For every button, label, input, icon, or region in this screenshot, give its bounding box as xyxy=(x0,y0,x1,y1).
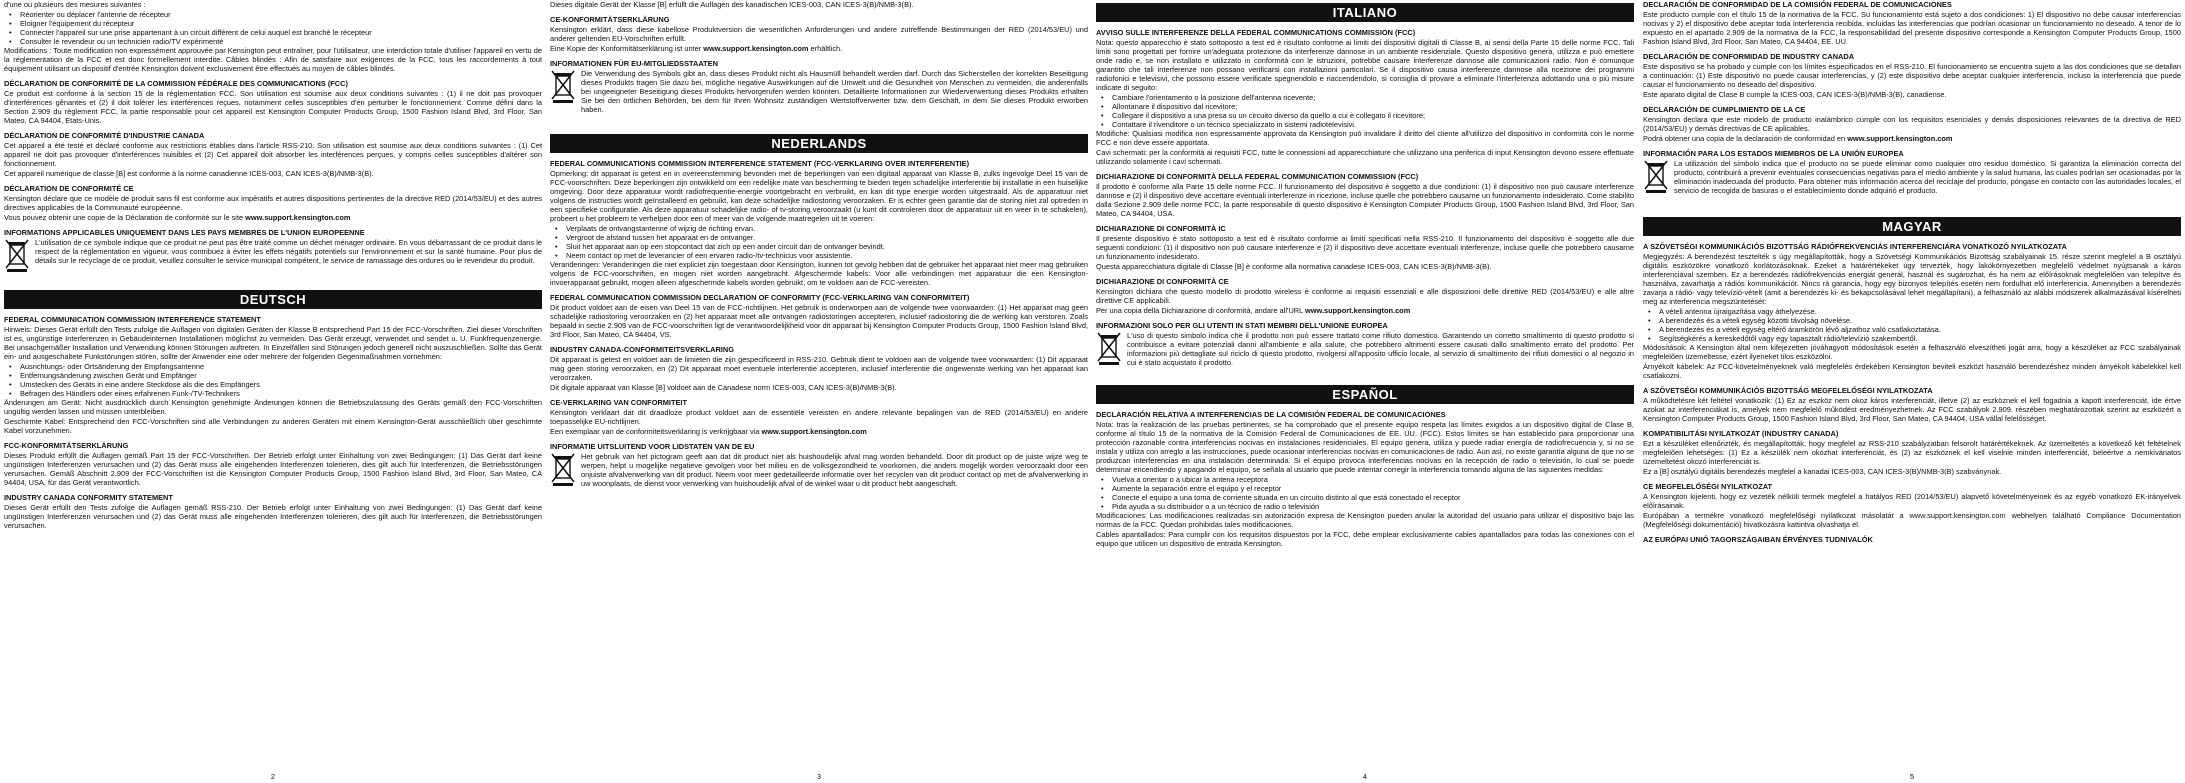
hu-ic-text: Ezt a készüléket ellenőrizték, és megállapították, hogy megfelel az RSS-210 szabályzatban felsorolt határértékeknek. Az üzemeltetés a következő két feltételnek megfelelően lehetséges: (1) Ez a készülék nem okozhat interferenciát, és (2) az eszköznek el kell viselnie minden interferenciát, beleértve a nemkívánatos üzemeltetést okozó interferenciát is. xyxy=(1643,439,2181,466)
de-cables: Geschirmte Kabel: Entsprechend den FCC-Vorschriften sind alle Verbindungen zu anderen Geräten mit einem Kensington-Gerät ausschließlich über geschirmte Kabel vorzunehmen. xyxy=(4,417,542,435)
list-item: • A berendezés és a vételi egység eltérő áramkörön lévő aljzathoz való csatlakoztatása. xyxy=(1659,325,2181,334)
es-ic-text: Este dispositivo se ha probado y cumple con los límites especificados en el RSS-210. El funcionamiento se encuentra sujeto a las dos condiciones que se detallan a continuación: (1) Este dispositivo no puede causar interferencias, y (2) este dispositivo debe aceptar cualquier interferencia, incluso la interferencia que puede causar el funcionamiento no deseado del dispositivo. xyxy=(1643,62,2181,89)
es-ic-heading: DECLARACIÓN DE CONFORMIDAD DE INDUSTRY CANADA xyxy=(1643,52,1855,61)
fr-ic-text-2: Cet appareil numérique de classe [B] est conforme à la norme canadienne ICES-003, CAN ICES-3(B)/NMB-3(B). xyxy=(4,169,374,178)
list-item: • Entfernungsänderung zwischen Gerät und Empfänger xyxy=(20,371,542,380)
de-fcc-heading: FEDERAL COMMUNICATION COMMISSION INTERFERENCE STATEMENT xyxy=(4,315,261,324)
es-modifications: Modificaciones: Las modificaciones realizadas sin autorización expresa de Kensington pueden anular la autoridad del usuario para utilizar el dispositivo bajo las normas de la FCC. Quedan prohibidas tales modificaciones. xyxy=(1096,511,1634,529)
de-fcc-text: Hinweis: Dieses Gerät erfüllt den Tests zufolge die Auflagen von digitalen Geräten der Klasse B entsprechend Part 15 der FCC-Vorschriften. Ziel dieser Vorschriften ist es, ungünstige Interferenzen in Gebäudeinternen Installationen möglichst zu vermeiden. Das Gerät erzeugt, verwendet und sendet u. U. Funkfrequenzenergie. Bei unsachgemäßer Installation und Verwendung können Störungen auftreten. In Einzelfällen sind Störungen jedoch generell nicht auszuschließen. Sollte das Gerät ein- und ausgeschaltete Funkstörungen stören, sollte der Anwender eine oder mehrere der folgenden Gegenmaßnahmen vornehmen: xyxy=(4,325,542,361)
de-ce-heading: CE-KONFORMITÄTSERKLÄRUNG xyxy=(550,15,670,24)
list-item: • Vergroot de afstand tussen het apparaat en de ontvanger. xyxy=(566,233,1088,242)
es-ce-text-2 xyxy=(1643,134,2181,143)
nl-conformity-heading: FEDERAL COMMUNICATION COMMISSION DECLARATION OF CONFORMITY (FCC-VERKLARING VAN CONFORMITEIT) xyxy=(550,293,970,302)
de-eu-text: Die Verwendung des Symbols gibt an, dass dieses Produkt nicht als Hausmüll behandelt werden darf. Durch das Sicherstellen der korrekten Beseitigung dieses Produkts tragen Sie dazu bei, mögliche negative Auswirkungen auf die Umwelt und die Gesundheit von Menschen zu vermeiden, die anderenfalls bei ungeeigneter Beseitigung dieses Produkts hervorgerufen werden könnten. Detaillierte Informationen zur Wiederverwertung dieses Produkts erhalten Sie bei den örtlichen Behörden, bei dem für Ihren Wohnsitz zuständigen Wertstoffverwerter bzw. dem Geschäft, in dem Sie dieses Produkt erworben haben. xyxy=(581,69,1088,114)
hu-conformity-text: A működtetésre két feltétel vonatkozik: (1) Ez az eszköz nem okoz káros interferenciát, illetve (2) az eszköznek el kell fogadnia a kapott interferenciát, ide értve azokat az interferenciákat is, amelyek nem megfelelő működést eredményezhetnek. Az FCC szabályok 2.909. részében meghatározottak szerint az eszközért a Kensington Computer Products Group, 1500 Fashion Island Blvd, 3rd Floor, San Mateo, CA 94404, USA vállal felelősséget. xyxy=(1643,396,2181,423)
list-item: • Befragen des Händlers oder eines erfahrenen Funk-/TV-Technikers xyxy=(20,389,542,398)
fr-bullets-intro: d'une ou plusieurs des mesures suivantes : xyxy=(4,0,146,9)
nl-ic-text-2: Dit digitale apparaat van Klasse [B] voldoet aan de Canadese norm ICES-003, CAN ICES-3(B)/NMB-3(B). xyxy=(550,383,897,392)
list-item: • Ausrichtungs- oder Ortsänderung der Empfangsantenne xyxy=(20,362,542,371)
list-item: • Vuelva a orientar o a ubicar la antena receptora xyxy=(1112,475,1634,484)
it-ce-text-2 xyxy=(1096,306,1634,315)
fr-fcc-heading: DÉCLARATION DE CONFORMITÉ DE LA COMMISSION FÉDÉRALE DES COMMUNICATIONS (FCC) xyxy=(4,79,348,88)
es-conformity-text: Este producto cumple con el título 15 de la normativa de la FCC. Su funcionamiento está sujeto a dos condiciones: 1) El dispositivo no debe causar interferencias nocivas y 2) el dispositivo debe aceptar toda interferencia recibida, incluidas las interferencias que podrían ocasionar un funcionamiento no deseado. A tenor de lo expuesto en el apartado 2.909 de la normativa de la FCC, la responsabilidad del presente dispositivo corresponde a Kensington Computer Products Group, 1500 Fashion Island Blvd, 3rd Floor, San Mateo, CA 94404, EE. UU. xyxy=(1643,10,2181,46)
list-item: • Verplaats de ontvangstantenne of wijzig de richting ervan. xyxy=(566,224,1088,233)
weee-notice xyxy=(1096,331,1634,367)
fr-ce-text-2-lead: Vous pouvez obtenir une copie de la Déclaration de conformité sur le site xyxy=(4,213,246,222)
support-link[interactable]: www.support.kensington.com xyxy=(1847,134,1953,143)
it-modifications: Modifiche: Qualsiasi modifica non espressamente approvata da Kensington può invalidare il diritto del cliente all'utilizzo del dispositivo in conformità con le norme FCC e non deve essere apportata. xyxy=(1096,129,1634,147)
list-item: • Umstecken des Geräts in eine andere Steckdose als die des Empfängers xyxy=(20,380,542,389)
es-ce-text-2-lead: Podrá obtener una copia de la declaración de conformidad en xyxy=(1643,134,1848,143)
de-conformity-heading: FCC-KONFORMITÄTSERKLÄRUNG xyxy=(4,441,129,450)
page-number: 4 xyxy=(1362,772,1368,781)
section-title-deutsch: DEUTSCH xyxy=(4,290,542,309)
list-item: • Cambiare l'orientamento o la posizione dell'antenna ricevente; xyxy=(1112,93,1634,102)
nl-conformity-text: Dit product voldoet aan de eisen van Deel 15 van de FCC-richtlijnen. Het gebruik is onderworpen aan de volgende twee voorwaarden: (1) Het apparaat mag geen schadelijke radiostoring veroorzaken en (2) het apparaat moet alle ontvangen radiostoringen accepteren, inclusief radiostoring die de werking kan verstoren. Zoals bepaald in sectie 2.909 van de FCC-voorschriften ligt de verantwoordelijkheid voor dit apparaat bij Kensington Computer Products Group, 1500 Fashion Island Blvd, 3rd Floor, San Mateo, CA 94404, VS. xyxy=(550,303,1088,339)
it-eu-text: L'uso di questo simbolo indica che il prodotto non può essere trattato come rifiuto domestico. Garantendo un corretto smaltimento di questo prodotto si contribuisce a evitare potenziali danni all'ambiente e alla salute, che potrebbero altrimenti essere causati dallo smaltimento errato del prodotto. Per informazioni più dettagliate sul riciclo di questo prodotto, rivolgersi all'apposito ufficio locale, al servizio di smaltimento dei rifiuti domestici o al negozio in cui è stato acquistato il prodotto. xyxy=(1127,331,1634,367)
hu-ce-heading: CE MEGFELELŐSÉGI NYILATKOZAT xyxy=(1643,482,1773,491)
list-item: • Neem contact op met de leverancier of een ervaren radio-/tv-technicus voor assistentie. xyxy=(566,251,1088,260)
de-eu-heading: INFORMATIONEN FÜR EU-MITGLIEDSSTAATEN xyxy=(550,59,718,68)
es-ce-text: Kensington declara que este modelo de producto inalámbrico cumple con los requisitos esenciales y demás disposiciones relevantes de la directiva de RED (2014/53/EU) y demás directivas de CE aplicables. xyxy=(1643,115,2181,133)
de-ce-text-2 xyxy=(550,44,1088,53)
de-ic-text-2: Dieses digitale Gerät der Klasse [B] erfüllt die Auflagen des kanadischen ICES-003, CAN ICES-3(B)/NMB-3(B). xyxy=(550,0,914,9)
page-number: 5 xyxy=(1909,772,1915,781)
weee-notice xyxy=(1643,159,2181,195)
it-conformity-text: Il prodotto è conforme alla Parte 15 delle norme FCC. Il funzionamento del dispositivo è soggetto a due condizioni: (1) il dispositivo non può causare interferenze dannose e (2) il dispositivo deve accettare eventuali interferenze in ricezione, incluse quelle che potrebbero causarne un funzionamento indesiderato. Come stabilito dalla Sezione 2.909 delle norme FCC, la parte responsabile di questo dispositivo è Kensington Computer Products Group, 1500 Fashion Island Blvd, 3rd Floor, San Mateo, CA 94404, USA. xyxy=(1096,182,1634,218)
crossed-bin-icon xyxy=(550,69,576,103)
hu-fcc-text: Megjegyzés: A berendezést tesztelték s úgy megállapították, hogy a Szövetségi Kommunikációs Bizottság szabályainak 15. része szerint megfelel a B osztályú digitális eszközökre vonatkozó korlátozásoknak. Ezeket a határértékeket úgy tervezték, hogy lakókörnyezetben megfelelő védelmet nyújtsanak a káros interferenciával szemben. Ez a berendezés rádiófrekvenciás energiát generál, használ és sugározhat, és ha nem az előírásoknak megfelelően van telepítve és használva, zavarhatja a rádiós kommunikációt. Nincs rá garancia, hogy egy bizonyos telepítés esetén nem fordulhat elő interferencia. Amennyiben a berendezés zavarja a rádió- vagy televízió-vételt (amit a berendezés ki- és bekapcsolásával lehet megállapítani), a felhasználó az alábbi módszerek alkalmazásával kísérelheti meg az interferencia megszüntetését: xyxy=(1643,252,2181,306)
it-ic-heading: DICHIARAZIONE DI CONFORMITÀ IC xyxy=(1096,224,1226,233)
es-ic-text-2: Este aparato digital de Clase B cumple la ICES-003, CAN ICES-3(B)/NMB-3(B), canadiense. xyxy=(1643,90,1947,99)
es-fcc-heading: DECLARACIÓN RELATIVA A INTERFERENCIAS DE LA COMISIÓN FEDERAL DE COMUNICACIONES xyxy=(1096,410,1446,419)
de-conformity-text: Dieses Produkt erfüllt die Auflagen gemäß Part 15 der FCC-Vorschriften. Der Betrieb erfolgt unter Einhaltung von zwei Bedingungen: (1) Das Gerät darf keine ungünstigen Interferenzen verursachen und (2) das Gerät muss alle eingehenden Interferenzen tolerieren, dies gilt auch für Interferenzen, die Betriebsstörungen verursachen. Gemäß Abschnitt 2.909 der FCC-Vorschriften ist die Kensington Computer Products Group, 1500 Fashion Island Blvd, 3rd Floor, San Mateo, CA 94404, USA, für das Gerät verantwortlich. xyxy=(4,451,542,487)
it-ce-text: Kensington dichiara che questo modello di prodotto wireless è conforme ai requisiti essenziali e alle disposizioni delle direttive RED (2014/53/EU) e alle altre direttive CE applicabili. xyxy=(1096,287,1634,305)
manual-page-4 xyxy=(1092,0,1638,783)
page-number: 2 xyxy=(270,772,276,781)
hu-modifications: Módosítások: A Kensington által nem kifejezetten jóváhagyott módosítások esetén a felhasználó elveszítheti jogát arra, hogy a készüléket az FCC szabályainak megfelelően üzemeltesse, ezért ilyeneket tilos eszközölni. xyxy=(1643,343,2181,361)
nl-ic-heading: INDUSTRY CANADA-CONFORMITEITSVERKLARING xyxy=(550,345,734,354)
es-fcc-text: Nota: tras la realización de las pruebas pertinentes, se ha comprobado que el presente equipo respeta las límites exigidos a un dispositivo digital de Clase B, conforme al título 15 de la normativa de la Comisión Federal de Comunicaciones de EE. UU. (FCC). Estos límites se han establecido para proporcionar una protección razonable contra interferencias nocivas en instalaciones residenciales. El equipo genera, utiliza y puede radiar energía de radiofrecuencia y, si no se instala y utiliza con arreglo a las instrucciones, puede ocasionar interferencias nocivas en comunicaciones de radio. Aun así, no existe garantía alguna de que no se produzcan interferencias en una instalación determinada. Si el equipo provoca interferencias nocivas en la recepción de radio o televisión, lo cual se puede determinar encendiendo y apagando el equipo, se señala al usuario que puede intentar corregir la interferencia tomando alguna de las siguientes medidas: xyxy=(1096,420,1634,474)
nl-ic-text: Dit apparaat is getest en voldoet aan de limieten die zijn gespecificeerd in RSS-210. Gebruik dient te voldoen aan de volgende twee voorwaarden: (1) Dit apparaat mag geen storing veroorzaken, en (2) Dit apparaat moet eventuele interferentie accepteren, inclusief interferentie die ongewenste werking van het apparaat kan veroorzaken. xyxy=(550,355,1088,382)
es-conformity-heading: DECLARACIÓN DE CONFORMIDAD DE LA COMISIÓN FEDERAL DE COMUNICACIONES xyxy=(1643,0,1952,9)
fr-modifications: Modifications : Toute modification non expressément approuvée par Kensington peut entraîner, pour l'utilisateur, une interdiction totale d'utiliser l'appareil en vertu de la réglementation de la FCC et est donc formellement interdite. Câbles blindés : Afin de satisfaire aux exigences de la FCC, tous les raccordements à tout équipement utilisant un dispositif d'entrée Kensington doivent exclusivement être effectués au moyen de câbles blindés. xyxy=(4,46,542,73)
list-item: • Pida ayuda a su distribuidor o a un técnico de radio o televisión xyxy=(1112,502,1634,511)
support-link[interactable]: www.support.kensington.com xyxy=(245,213,351,222)
fr-ce-heading: DÉCLARATION DE CONFORMITÉ CE xyxy=(4,184,134,193)
it-fcc-text: Nota: questo apparecchio è stato sottoposto a test ed è risultato conforme ai limiti dei dispositivi digitali di Classe B, ai sensi della Parte 15 delle norme FCC. Tali limiti sono progettati per fornire un'adeguata protezione da interferenze dannose in un ambiente residenziale. Questo dispositivo genera, utilizza e può emettere onde radio e, se non installato e utilizzato in conformità con le istruzioni, potrebbe causare interferenze dannose alle comunicazioni radio. Non è comunque garantito che tali interferenze non possano verificarsi con installazioni particolari. Se il dispositivo causa interferenze dannose alla ricezione dei programmi radiofonici e televisivi, che possono essere verificate spegnendolo e riaccendendolo, si consiglia di provare a eliminare l'interferenza adottando una o più misure indicate di seguito: xyxy=(1096,38,1634,92)
list-item: • Collegare il dispositivo a una presa su un circuito diverso da quello a cui è collegato il ricevitore; xyxy=(1112,111,1634,120)
nl-fcc-text: Opmerking: dit apparaat is getest en in overeenstemming bevonden met de beperkingen van een digitaal apparaat van Klasse B, zulks ingevolge Deel 15 van de FCC-voorschriften. Deze beperkingen zijn ontwikkeld om een redelijke mate van bescherming te bieden tegen schadelijke interferentie bij installatie in een huiselijke omgeving. Door deze apparatuur wordt radiofrequentie-energie voortgebracht en verbruikt, en kan dit type energie worden uitgestraald. Als de apparatuur niet volgens de instructies wordt geïnstalleerd en gebruikt, kan deze schadelijke radiostoring veroorzaken. Er is echter geen garantie dat de storing niet zal optreden in een specifieke configuratie. Als deze apparatuur schadelijke radio- of tv-storing veroorzaakt (u kunt dit controleren door de apparatuur uit en weer in te schakelen), probeert u het probleem te verhelpen door een of meer van de volgende maatregelen uit te voeren: xyxy=(550,169,1088,223)
it-ce-heading: DICHIARAZIONE DI CONFORMITÀ CE xyxy=(1096,277,1229,286)
nl-ce-heading: CE-VERKLARING VAN CONFORMITEIT xyxy=(550,398,687,407)
list-item: • Sluit het apparaat aan op een stopcontact dat zich op een ander circuit dan de ontvanger bevindt. xyxy=(566,242,1088,251)
es-cables: Cables apantallados: Para cumplir con los requisitos dispuestos por la FCC, debe emplear exclusivamente cables apantallados para todas las conexiones con el equipo que utilicen un dispositivo de entrada Kensington. xyxy=(1096,530,1634,548)
list-item: • Eloigner l'équipement du récepteur xyxy=(20,19,542,28)
weee-notice xyxy=(550,69,1088,114)
hu-cables: Árnyékolt kábelek: Az FCC-követelményeknek való megfelelés érdekében Kensington beviteli eszközt használó berendezéshez minden árnyékolt kábelekkel kell csatlakozni. xyxy=(1643,362,2181,380)
nl-ce-text-2 xyxy=(550,427,1088,436)
support-link[interactable]: www.support.kensington.com xyxy=(703,44,809,53)
list-item: • Segítségkérés a kereskedőtől vagy egy tapasztalt rádió/televízió szakembertől. xyxy=(1659,334,2181,343)
hu-fcc-heading: A SZÖVETSÉGI KOMMUNIKÁCIÓS BIZOTTSÁG RÁDIÓFREKVENCIÁS INTERFERENCIÁRA VONATKOZÓ NYILATKOZATA xyxy=(1643,242,2067,251)
hu-ce-text-2: Európában a termékre vonatkozó megfelelőségi nyilatkozat másolatát a www.support.kensington.com webhelyen található Compliance Documentation (Megfelelőségi dokumentáció) hivatkozásra kattintva olvashatja el. xyxy=(1643,511,2181,529)
fr-eu-heading: INFORMATIONS APPLICABLES UNIQUEMENT DANS LES PAYS MEMBRES DE L'UNION EUROPEENNE xyxy=(4,228,365,237)
de-ce-text: Kensington erklärt, dass diese kabellose Produktversion die wesentlichen Anforderungen und andere zutreffende Bestimmungen der RED (2014/53/EU) und anderer geltenden EU-Vorschriften erfüllt. xyxy=(550,25,1088,43)
nl-eu-text: Het gebruik van het pictogram geeft aan dat dit product niet als huishoudelijk afval mag worden behandeld. Door dit product op de juiste wijze weg te werpen, helpt u mogelijke negatieve gevolgen voor het milieu en de volksgezondheid te voorkomen, die anders mogelijk worden veroorzaakt door een onjuiste afvalverwerking van dit product. Neem voor meer gedetailleerde informatie over het recyclen van dit product contact op met de afvalverwerking in uw woonplaats, de dienst voor verwerking van huishoudelijk afval of de winkel waar u dit product hebt aangeschaft. xyxy=(581,452,1088,488)
crossed-bin-icon xyxy=(4,238,30,272)
list-item: • Contattare il rivenditore o un tecnico specializzato in sistemi radiotelevisivi. xyxy=(1112,120,1634,129)
es-eu-heading: INFORMACIÓN PARA LOS ESTADOS MIEMBROS DE LA UNIÓN EUROPEA xyxy=(1643,149,1904,158)
section-title-italiano: ITALIANO xyxy=(1096,3,1634,22)
support-link[interactable]: www.support.kensington.com xyxy=(761,427,867,436)
nl-modifications: Veranderingen: Veranderingen die niet expliciet zijn toegestaan door Kensington, kunnen tot gevolg hebben dat de gebruiker het apparaat niet meer mag gebruiken volgens de FCC-voorschriften, en mogen niet worden aangebracht. Afgeschermde kabels: Voor alle verbindingen met apparatuur die een Kensington-invoerapparaat gebruikt, mogen alleen afgeschermde kabels worden gebruikt, om te voldoen aan de FCC-vereisten. xyxy=(550,260,1088,287)
es-ce-heading: DECLARACIÓN DE CUMPLIMIENTO DE LA CE xyxy=(1643,105,1806,114)
it-ce-text-2-lead: Per una copia della Dichiarazione di conformità, andare all'URL xyxy=(1096,306,1306,315)
fr-ce-text: Kensington déclare que ce modèle de produit sans fil est conforme aux impératifs et autres dispositions pertinentes de la directive RED (2014/53/EU) et des autres directives applicables de la Communauté européenne. xyxy=(4,194,542,212)
de-ic-heading: INDUSTRY CANADA CONFORMITY STATEMENT xyxy=(4,493,173,502)
list-item: • Conecte el equipo a una toma de corriente situada en un circuito distinto al que está conectado el receptor xyxy=(1112,493,1634,502)
section-title-espanol: ESPAÑOL xyxy=(1096,385,1634,404)
fr-ce-text-2 xyxy=(4,213,542,222)
weee-notice xyxy=(4,238,542,272)
hu-conformity-heading: A SZÖVETSÉGI KOMMUNIKÁCIÓS BIZOTTSÁG MEGFELELŐSÉGI NYILATKOZATA xyxy=(1643,386,1933,395)
de-ce-text-2-lead: Eine Kopie der Konformitätserklärung ist unter xyxy=(550,44,704,53)
manual-page-5 xyxy=(1639,0,2185,783)
crossed-bin-icon xyxy=(1096,331,1122,365)
section-title-magyar: MAGYAR xyxy=(1643,217,2181,236)
fr-ic-heading: DÉCLARATION DE CONFORMITÉ D'INDUSTRIE CANADA xyxy=(4,131,205,140)
hu-eu-heading: AZ EURÓPAI UNIÓ TAGORSZÁGAIBAN ÉRVÉNYES TUDNIVALÓK xyxy=(1643,535,1873,544)
list-item: • A berendezés és a vételi egység közötti távolság növelése. xyxy=(1659,316,2181,325)
support-link[interactable]: www.support.kensington.com xyxy=(1305,306,1411,315)
fr-ic-text: Cet appareil a été testé et déclaré conforme aux restrictions établies dans l'article RSS-210. Son utilisation est soumise aux deux conditions suivantes : (1) Cet appareil ne doit pas provoquer d'interférences nuisibles et (2) Cet appareil doit absorber les interférences perçues, y compris celles susceptibles d'altérer son fonctionnement. xyxy=(4,141,542,168)
de-ce-text-2-tail: erhältlich. xyxy=(808,44,843,53)
de-ic-text: Dieses Gerät erfüllt den Tests zufolge die Auflagen gemäß RSS-210. Der Betrieb erfolgt unter Einhaltung von zwei Bedingungen: (1) Das Gerät darf keine ungünstigen Interferenzen verursachen und (2) das Gerät muss alle eingehenden Interferenzen tolerieren, dies gilt auch für Interferenzen, die Betriebsstörungen verursachen. xyxy=(4,503,542,530)
nl-eu-heading: INFORMATIE UITSLUITEND VOOR LIDSTATEN VAN DE EU xyxy=(550,442,755,451)
crossed-bin-icon xyxy=(1643,159,1669,193)
page-number: 3 xyxy=(816,772,822,781)
weee-notice xyxy=(550,452,1088,488)
it-ic-text: Il presente dispositivo è stato sottoposto a test ed è risultato conforme ai limiti specificati nella RSS-210. Il funzionamento del dispositivo è soggetto alle due seguenti condizioni: (1) il dispositivo non può causare interferenze e (2) il dispositivo deve accettare eventuali interferenze, incluse quelle che potrebbero causarne un funzionamento indesiderato. xyxy=(1096,234,1634,261)
it-cables: Cavi schermati: per la conformità ai requisiti FCC, tutte le connessioni ad apparecchiature che utilizzano una periferica di input Kensington devono essere effettuate utilizzando solamente i cavi schermati. xyxy=(1096,148,1634,166)
hu-ic-text-2: Ez a [B] osztályú digitális berendezés megfelel a kanadai ICES-003, CAN ICES-3(B)/NMB-3(B) szabványnak. xyxy=(1643,467,2002,476)
hu-ce-text: A Kensington kijelenti, hogy ez vezeték nélküli termék megfelel a hatályos RED (2014/53/EU) alapvető követelményeinek és az egyéb vonatkozó EK-irányelvek előírásainak. xyxy=(1643,492,2181,510)
nl-ce-text-2-lead: Een exemplaar van de conformiteitsverklaring is verkrijgbaar via xyxy=(550,427,762,436)
list-item: • Connecter l'appareil sur une prise appartenant à un circuit différent de celui auquel est branché le récepteur xyxy=(20,28,542,37)
es-eu-text: La utilización del símbolo indica que el producto no se puede eliminar como cualquier otro residuo doméstico. Si garantiza la eliminación correcta del producto, contribuirá a prevenir eventuales consecuencias negativas para el medio ambiente y la salud humana, las cuales podrían ser ocasionadas por la eliminación inadecuada del producto. Para obtener más información acerca del reciclaje del producto, póngase en contacto con las autoridades locales, el servicio de recogida de basuras o el establecimiento donde adquirió el producto. xyxy=(1674,159,2181,195)
manual-page-2 xyxy=(0,0,546,783)
it-eu-heading: INFORMAZIONI SOLO PER GLI UTENTI IN STATI MEMBRI DELL'UNIONE EUROPEA xyxy=(1096,321,1388,330)
crossed-bin-icon xyxy=(550,452,576,486)
it-conformity-heading: DICHIARAZIONE DI CONFORMITÀ DELLA FEDERAL COMMUNICATION COMMISSION (FCC) xyxy=(1096,172,1419,181)
hu-ic-heading: KOMPATIBILITÁSI NYILATKOZAT (INDUSTRY CANADA) xyxy=(1643,429,1839,438)
manual-page-3 xyxy=(546,0,1092,783)
de-modifications: Änderungen am Gerät: Nicht ausdrücklich durch Kensington genehmigte Änderungen können die Betriebszulassung des Geräts gemäß den FCC-Vorschriften ungültig werden lassen und müssen unterbleiben. xyxy=(4,398,542,416)
section-title-nederlands: NEDERLANDS xyxy=(550,134,1088,153)
list-item: • Aumente la separación entre el equipo y el receptor xyxy=(1112,484,1634,493)
list-item: • Réorienter ou déplacer l'antenne de récepteur xyxy=(20,10,542,19)
list-item: • Allontanare il dispositivo dal ricevitore; xyxy=(1112,102,1634,111)
it-fcc-heading: AVVISO SULLE INTERFERENZE DELLA FEDERAL COMMUNICATIONS COMMISSION (FCC) xyxy=(1096,28,1416,37)
fr-fcc-text: Ce produit est conforme à la section 15 de la réglementation FCC. Son utilisation est soumise aux deux conditions suivantes : (1) il ne doit pas provoquer d'interférences gênantes et (2) il doit tolérer les interférences reçues, notamment celles susceptibles d'en perturber le fonctionnement. Comme défini dans la Section 2.909 du règlement FCC, la partie responsable pour cet appareil est Kensington Computer Products Group, 1500 Fashion Island Blvd, 3rd Floor, San Mateo, CA 94404, Etats-Unis. xyxy=(4,89,542,125)
nl-ce-text: Kensington verklaart dat dit draadloze product voldoet aan de essentiële vereisten en andere relevante bepalingen van de RED (2014/53/EU) en andere toepasselijke EU-richtlijnen. xyxy=(550,408,1088,426)
list-item: • Consulter le revendeur ou un technicien radio/TV expérimenté xyxy=(20,37,542,46)
fr-eu-text: L'utilisation de ce symbole indique que ce produit ne peut pas être traité comme un déchet ménager ordinaire. En vous débarrassant de ce produit dans le respect de la réglementation en vigueur, vous contribuez à éviter les effets négatifs potentiels sur l'environnement et sur la santé humaine. Pour plus de détails sur le recyclage de ce produit, veuillez consulter le service municipal compétent, le service de ramassage des ordures ou le revendeur du produit. xyxy=(35,238,542,265)
nl-fcc-heading: FEDERAL COMMUNICATIONS COMMISSION INTERFERENCE STATEMENT (FCC-VERKLARING OVER INTERFERENTIE) xyxy=(550,159,970,168)
list-item: • A vételi antenna újraigazítása vagy áthelyezése. xyxy=(1659,307,2181,316)
it-ic-text-2: Questa apparecchiatura digitale di Classe [B] è conforme alla normativa canadese ICES-003, CAN ICES-3(B)/NMB-3(B). xyxy=(1096,262,1492,271)
